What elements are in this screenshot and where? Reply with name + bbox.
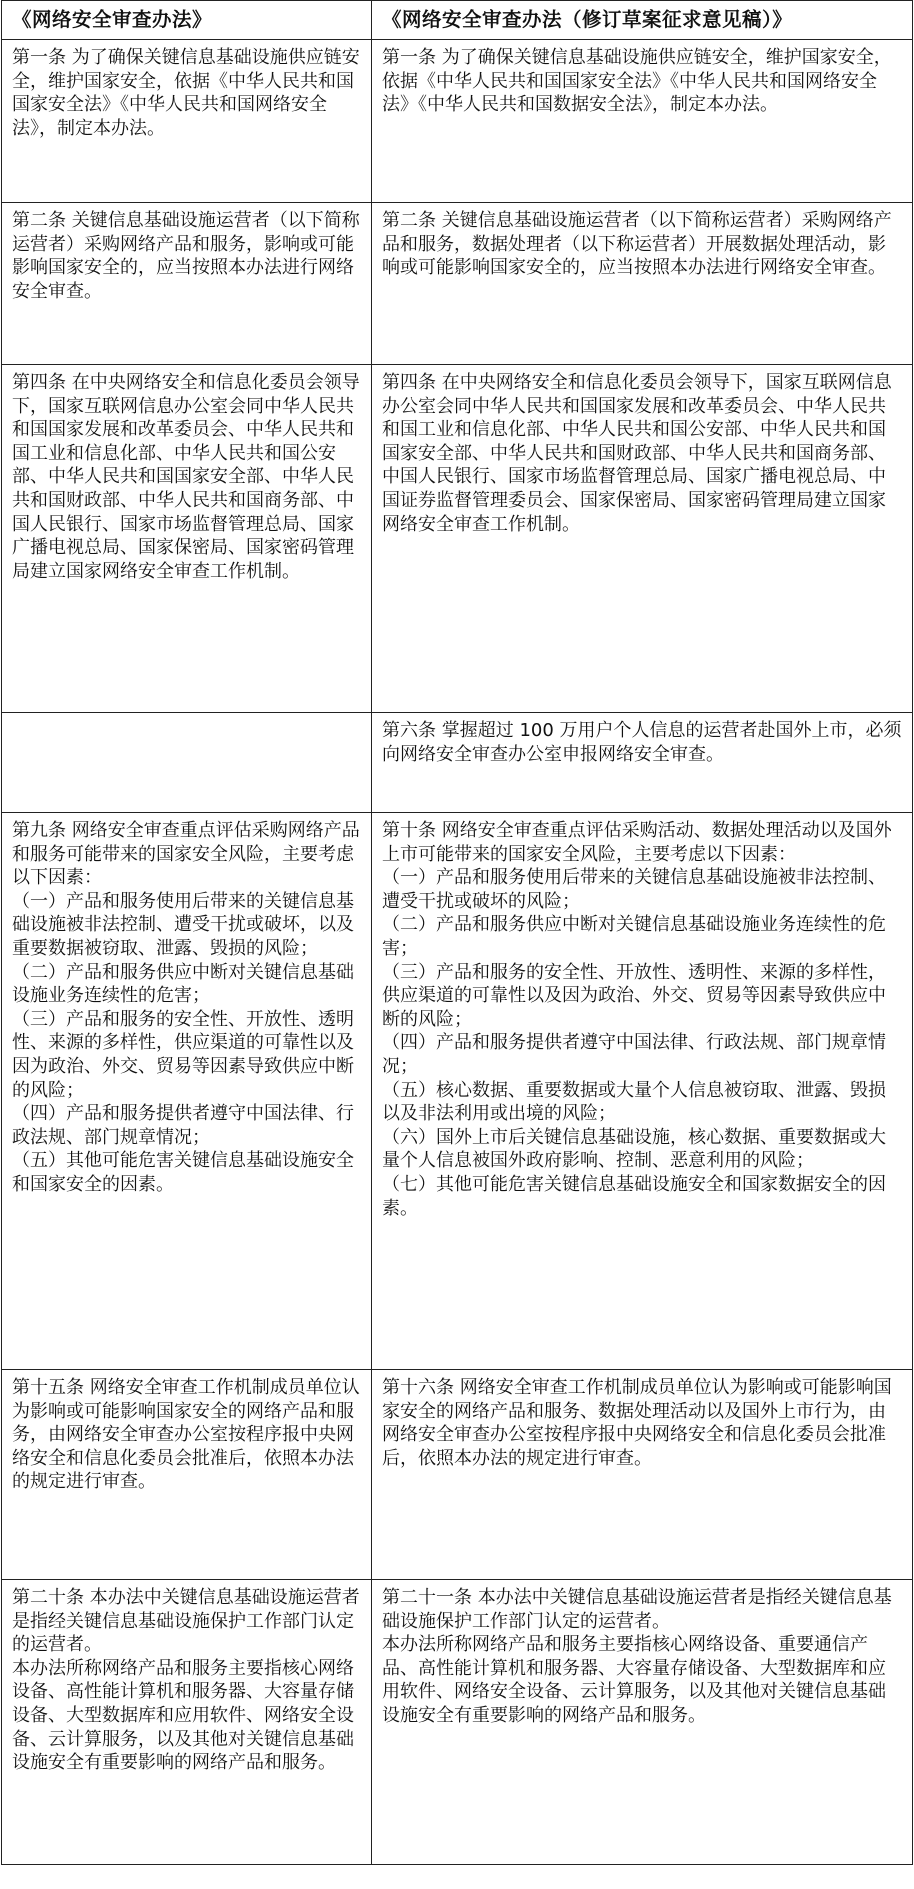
original-article-text: 第十五条 网络安全审查工作机制成员单位认为影响或可能影响国家安全的网络产品和服务，由网络安全审查办公室按程序报中央网络安全和信息化委员会批准后，依照本办法的规定进行审查。 [12,1377,360,1493]
header-original-regulation: 《网络安全审查办法》 [2,1,372,40]
revised-article-cell [372,40,913,203]
header-row [2,1,913,40]
original-article-text: 第一条 为了确保关键信息基础设施供应链安全，维护国家安全，依据《中华人民共和国国家安全法》《中华人民共和国网络安全法》，制定本办法。 [12,47,360,139]
table-row [2,365,913,713]
revised-article-text: 第六条 掌握超过 100 万用户个人信息的运营者赴国外上市，必须向网络安全审查办公室申报网络安全审查。 [382,720,902,765]
original-article-cell [2,813,372,1370]
revised-article-cell [372,813,913,1370]
table-row [2,1580,913,1865]
revised-article-cell [372,365,913,713]
table-row [2,713,913,813]
table-row [2,40,913,203]
original-article-text: 第九条 网络安全审查重点评估采购网络产品和服务可能带来的国家安全风险，主要考虑以下因素： （一）产品和服务使用后带来的关键信息基础设施被非法控制、遭受干扰或破坏，以及重要数据被窃取、泄露、毁损的风险； （二）产品和服务供应中断对关键信息基础设施业务连续性的危害； （三）产品和服务的安全性、开放性、透明性、来源的多样性，供应渠道的可靠性以及因为政治、外交、贸易等因素导致供应中断的风险； （四）产品和服务提供者遵守中国法律、行政法规、部门规章情况； （五）其他可能危害关键信息基础设施安全和国家安全的因素。 [12,820,360,1195]
original-article-text: 第四条 在中央网络安全和信息化委员会领导下，国家互联网信息办公室会同中华人民共和国国家发展和改革委员会、中华人民共和国工业和信息化部、中华人民共和国公安部、中华人民共和国国家安全部、中华人民共和国财政部、中华人民共和国商务部、中国人民银行、国家市场监督管理总局、国家广播电视总局、国家保密局、国家密码管理局建立国家网络安全审查工作机制。 [12,372,360,582]
revised-article-text: 第二十一条 本办法中关键信息基础设施运营者是指经关键信息基础设施保护工作部门认定的运营者。 本办法所称网络产品和服务主要指核心网络设备、重要通信产品、高性能计算机和服务器、大容量存储设备、大型数据库和应用软件、网络安全设备、云计算服务，以及其他对关键信息基础设施安全有重要影响的网络产品和服务。 [382,1587,892,1726]
revised-article-text: 第十条 网络安全审查重点评估采购活动、数据处理活动以及国外上市可能带来的国家安全风险，主要考虑以下因素： （一）产品和服务使用后带来的关键信息基础设施被非法控制、遭受干扰或破坏的风险； （二）产品和服务供应中断对关键信息基础设施业务连续性的危害； （三）产品和服务的安全性、开放性、透明性、来源的多样性，供应渠道的可靠性以及因为政治、外交、贸易等因素导致供应中断的风险； （四）产品和服务提供者遵守中国法律、行政法规、部门规章情况； （五）核心数据、重要数据或大量个人信息被窃取、泄露、毁损以及非法利用或出境的风险； （六）国外上市后关键信息基础设施，核心数据、重要数据或大量个人信息被国外政府影响、控制、恶意利用的风险； （七）其他可能危害关键信息基础设施安全和国家数据安全的因素。 [382,820,892,1219]
revised-article-cell [372,713,913,813]
header-revised-draft: 《网络安全审查办法（修订草案征求意见稿）》 [372,1,913,40]
original-article-text: 第二十条 本办法中关键信息基础设施运营者是指经关键信息基础设施保护工作部门认定的运营者。 本办法所称网络产品和服务主要指核心网络设备、高性能计算机和服务器、大容量存储设备、大型数据库和应用软件、网络安全设备、云计算服务，以及其他对关键信息基础设施安全有重要影响的网络产品和服务。 [12,1587,360,1774]
table-row [2,203,913,365]
original-article-cell [2,365,372,713]
revised-article-text: 第二条 关键信息基础设施运营者（以下简称运营者）采购网络产品和服务，数据处理者（以下称运营者）开展数据处理活动，影响或可能影响国家安全的，应当按照本办法进行网络安全审查。 [382,210,892,279]
table-row [2,813,913,1370]
original-article-cell [2,1370,372,1580]
original-article-text: 第二条 关键信息基础设施运营者（以下简称运营者）采购网络产品和服务，影响或可能影响国家安全的，应当按照本办法进行网络安全审查。 [12,210,360,302]
comparison-table [1,0,913,1865]
table-row [2,1370,913,1580]
original-article-cell [2,1580,372,1865]
original-article-cell [2,40,372,203]
original-article-cell [2,203,372,365]
revised-article-cell [372,203,913,365]
revised-article-text: 第四条 在中央网络安全和信息化委员会领导下，国家互联网信息办公室会同中华人民共和国国家发展和改革委员会、中华人民共和国工业和信息化部、中华人民共和国公安部、中华人民共和国国家安全部、中华人民共和国财政部、中华人民共和国商务部、中国人民银行、国家市场监督管理总局、国家广播电视总局、中国证券监督管理委员会、国家保密局、国家密码管理局建立国家网络安全审查工作机制。 [382,372,892,535]
revised-article-cell [372,1370,913,1580]
revised-article-cell [372,1580,913,1865]
revised-article-text: 第十六条 网络安全审查工作机制成员单位认为影响或可能影响国家安全的网络产品和服务、数据处理活动以及国外上市行为，由网络安全审查办公室按程序报中央网络安全和信息化委员会批准后，依照本办法的规定进行审查。 [382,1377,892,1469]
original-article-cell-empty [2,713,372,813]
revised-article-text: 第一条 为了确保关键信息基础设施供应链安全，维护国家安全，依据《中华人民共和国国家安全法》《中华人民共和国网络安全法》《中华人民共和国数据安全法》，制定本办法。 [382,47,892,116]
